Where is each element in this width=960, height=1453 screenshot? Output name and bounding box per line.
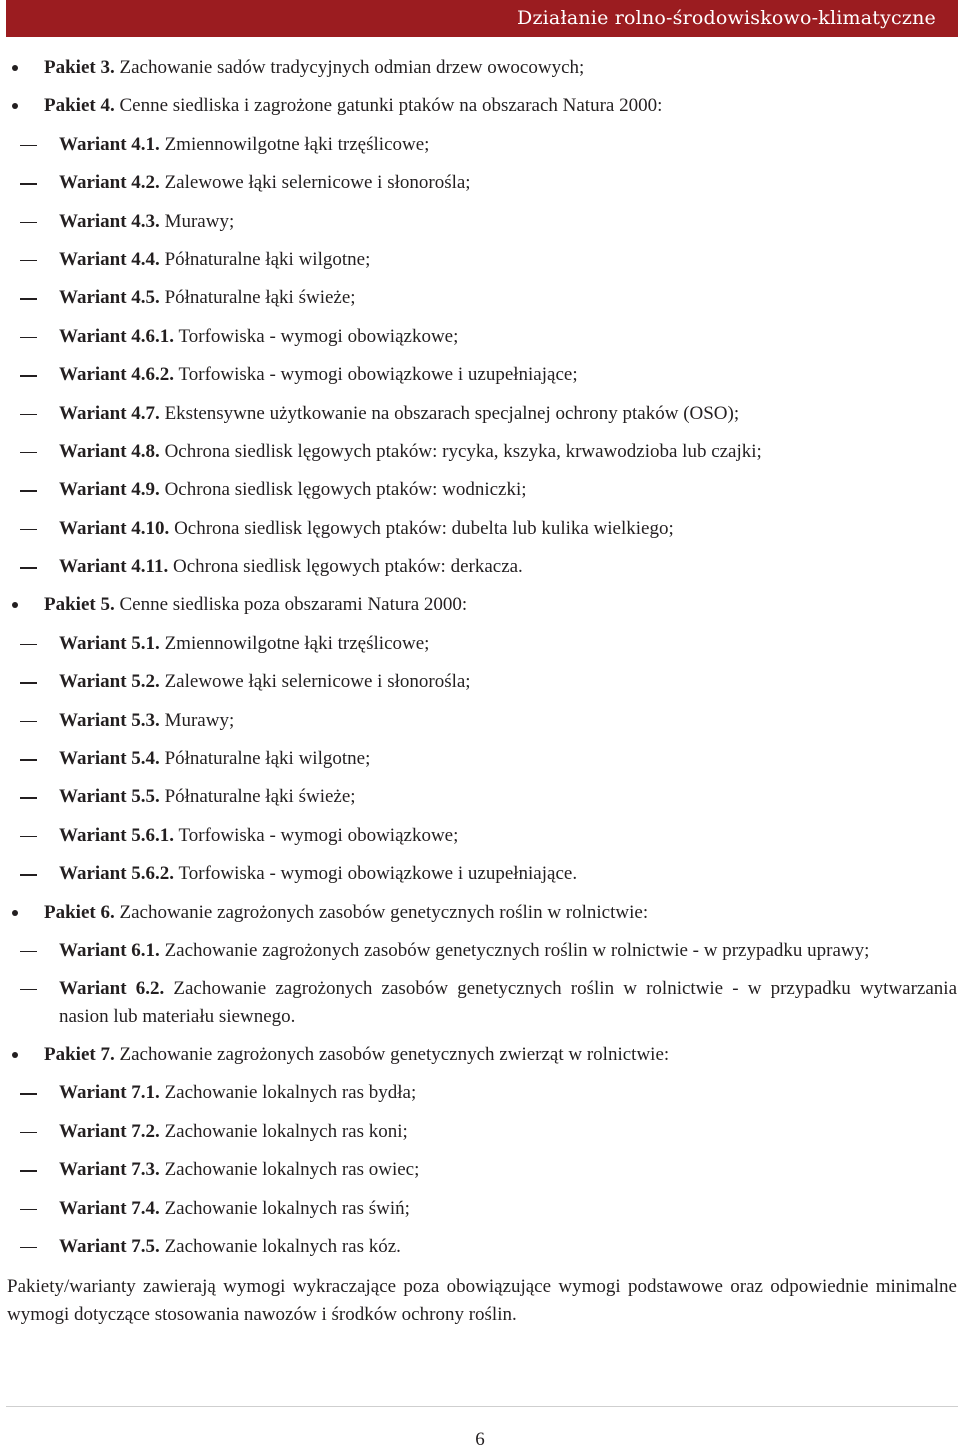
item-text: Zachowanie lokalnych ras owiec;: [159, 1159, 420, 1181]
bullet-marker: [12, 103, 18, 109]
item-label: Wariant 4.4.: [59, 248, 160, 270]
header-title: Działanie rolno-środowiskowo-klimatyczne: [517, 7, 936, 29]
item-text: Zmiennowilgotne łąki trzęślicowe;: [159, 632, 430, 654]
footer-divider: [6, 1406, 958, 1407]
item-label: Pakiet 4.: [44, 95, 115, 117]
bullet-marker: [12, 602, 18, 608]
variant-list-item: [0, 553, 960, 591]
dash-marker: [20, 452, 37, 454]
dash-marker: [20, 222, 37, 224]
item-label: Wariant 7.2.: [59, 1120, 160, 1142]
item-text: Zachowanie lokalnych ras kóz.: [159, 1235, 401, 1257]
variant-list-item: [0, 438, 960, 476]
dash-marker: [20, 1132, 37, 1134]
item-label: Wariant 4.7.: [59, 402, 160, 424]
item-label: Wariant 4.8.: [59, 440, 160, 462]
dash-marker: [20, 260, 37, 262]
dash-marker: [20, 567, 37, 569]
dash-marker: [20, 1209, 37, 1211]
item-text: Ekstensywne użytkowanie na obszarach specjalnej ochrony ptaków (OSO);: [159, 402, 740, 424]
item-label: Wariant 5.4.: [59, 748, 160, 770]
dash-marker: [20, 1170, 37, 1172]
dash-marker: [20, 490, 37, 492]
item-text: Torfowiska - wymogi obowiązkowe;: [174, 325, 459, 347]
dash-marker: [20, 298, 37, 300]
item-text: Torfowiska - wymogi obowiązkowe i uzupełniające.: [174, 863, 578, 885]
item-text: Zachowanie zagrożonych zasobów genetycznych roślin w rolnictwie - w przypadku wytwarzania nasion lub materiału siewnego.: [59, 977, 958, 1027]
package-list-item: [0, 54, 960, 92]
item-label: Pakiet 6.: [44, 901, 115, 923]
dash-marker: [20, 951, 37, 953]
item-label: Wariant 4.5.: [59, 287, 160, 309]
item-text: Ochrona siedlisk lęgowych ptaków: wodniczki;: [159, 479, 527, 501]
item-label: Wariant 5.2.: [59, 671, 160, 693]
variant-list-item: [0, 323, 960, 361]
item-text: Murawy;: [159, 709, 235, 731]
item-label: Wariant 4.1.: [59, 133, 160, 155]
item-label: Pakiet 7.: [44, 1043, 115, 1065]
dash-marker: [20, 183, 37, 185]
page-number: 6: [475, 1429, 485, 1450]
dash-marker: [20, 414, 37, 416]
variant-list-item: [0, 131, 960, 169]
variant-list-item: [0, 1233, 960, 1271]
package-list-item: [0, 92, 960, 130]
item-text: Zalewowe łąki selernicowe i słonorośla;: [159, 671, 471, 693]
item-text: Zachowanie zagrożonych zasobów genetycznych roślin w rolnictwie:: [114, 901, 649, 923]
item-text: Cenne siedliska i zagrożone gatunki ptaków na obszarach Natura 2000:: [114, 95, 663, 117]
item-text: Zachowanie zagrożonych zasobów genetycznych roślin w rolnictwie - w przypadku uprawy;: [159, 939, 870, 961]
variant-list-item: [0, 1079, 960, 1117]
item-text: Zachowanie sadów tradycyjnych odmian drzew owocowych;: [114, 57, 585, 78]
variant-list-item: [0, 707, 960, 745]
item-text: Zachowanie zagrożonych zasobów genetycznych zwierząt w rolnictwie:: [114, 1043, 670, 1065]
variant-list-item: [0, 822, 960, 860]
variant-list-item: [0, 476, 960, 514]
item-label: Wariant 7.3.: [59, 1159, 160, 1181]
document-body: [0, 54, 960, 1329]
item-text: Ochrona siedlisk lęgowych ptaków: rycyka, kszyka, krwawodzioba lub czajki;: [159, 440, 762, 462]
package-list-item: [0, 591, 960, 629]
dash-marker: [20, 797, 37, 799]
dash-marker: [20, 682, 37, 684]
variant-list-item: [0, 1156, 960, 1194]
item-label: Wariant 5.3.: [59, 709, 160, 731]
item-text: Zalewowe łąki selernicowe i słonorośla;: [159, 172, 471, 194]
item-label: Wariant 4.3.: [59, 210, 160, 232]
variant-list-item: [0, 745, 960, 783]
variant-list-item: [0, 400, 960, 438]
dash-marker: [20, 759, 37, 761]
item-label: Wariant 4.10.: [59, 517, 170, 539]
variant-list-item: [0, 668, 960, 706]
dash-marker: [20, 1247, 37, 1249]
item-label: Wariant 7.5.: [59, 1235, 160, 1257]
dash-marker: [20, 145, 37, 147]
dash-marker: [20, 874, 37, 876]
item-label: Wariant 6.1.: [59, 939, 160, 961]
dash-marker: [20, 529, 37, 531]
item-text: Ochrona siedlisk lęgowych ptaków: dubelta lub kulika wielkiego;: [169, 517, 674, 539]
item-label: Wariant 5.5.: [59, 786, 160, 808]
item-label: Pakiet 3.: [44, 57, 115, 78]
variant-list-item: [0, 515, 960, 553]
variant-list-item: [0, 208, 960, 246]
item-text: Murawy;: [159, 210, 235, 232]
item-text: Torfowiska - wymogi obowiązkowe i uzupełniające;: [174, 364, 578, 386]
variant-list-item: [0, 783, 960, 821]
item-text: Zmiennowilgotne łąki trzęślicowe;: [159, 133, 430, 155]
item-text: Cenne siedliska poza obszarami Natura 2000:: [114, 594, 468, 616]
bullet-marker: [12, 1052, 18, 1058]
item-text: Półnaturalne łąki świeże;: [159, 287, 356, 309]
package-list-item: [0, 1041, 960, 1079]
dash-marker: [20, 644, 37, 646]
item-label: Wariant 4.9.: [59, 479, 160, 501]
item-text: Półnaturalne łąki świeże;: [159, 786, 356, 808]
header-bar: [6, 0, 958, 37]
variant-list-item: [0, 860, 960, 898]
item-label: Wariant 5.6.1.: [59, 824, 175, 846]
item-label: Wariant 6.2.: [59, 977, 165, 999]
bullet-marker: [12, 65, 18, 71]
dash-marker: [20, 337, 37, 339]
item-label: Wariant 4.2.: [59, 172, 160, 194]
item-text: Półnaturalne łąki wilgotne;: [159, 248, 371, 270]
item-label: Wariant 7.4.: [59, 1197, 160, 1219]
item-label: Pakiet 5.: [44, 594, 115, 616]
bullet-marker: [12, 910, 18, 916]
item-label: Wariant 5.1.: [59, 632, 160, 654]
variant-list-item: [0, 1118, 960, 1156]
item-label: Wariant 4.11.: [59, 556, 169, 578]
package-list-item: [0, 899, 960, 937]
item-text: Zachowanie lokalnych ras koni;: [159, 1120, 408, 1142]
item-text: Zachowanie lokalnych ras bydła;: [159, 1082, 417, 1104]
item-label: Wariant 7.1.: [59, 1082, 160, 1104]
variant-list-item: [0, 246, 960, 284]
closing-paragraph: Pakiety/warianty zawierają wymogi wykraczające poza obowiązujące wymogi podstawowe oraz odpowiednie minimalne wymogi dotyczące stosowania nawozów i środków ochrony roślin.: [7, 1276, 957, 1326]
variant-list-item: [0, 630, 960, 668]
item-label: Wariant 4.6.1.: [59, 325, 175, 347]
variant-list-item: [0, 975, 960, 1031]
dash-marker: [20, 989, 37, 991]
item-text: Torfowiska - wymogi obowiązkowe;: [174, 824, 459, 846]
variant-list-item: [0, 169, 960, 207]
item-text: Zachowanie lokalnych ras świń;: [159, 1197, 410, 1219]
dash-marker: [20, 375, 37, 377]
dash-marker: [20, 721, 37, 723]
item-text: Ochrona siedlisk lęgowych ptaków: derkacza.: [168, 556, 523, 578]
variant-list-item: [0, 361, 960, 399]
dash-marker: [20, 836, 37, 838]
item-label: Wariant 5.6.2.: [59, 863, 175, 885]
item-text: Półnaturalne łąki wilgotne;: [159, 748, 371, 770]
variant-list-item: [0, 937, 960, 965]
variant-list-item: [0, 284, 960, 322]
item-label: Wariant 4.6.2.: [59, 364, 175, 386]
dash-marker: [20, 1093, 37, 1095]
variant-list-item: [0, 1195, 960, 1233]
